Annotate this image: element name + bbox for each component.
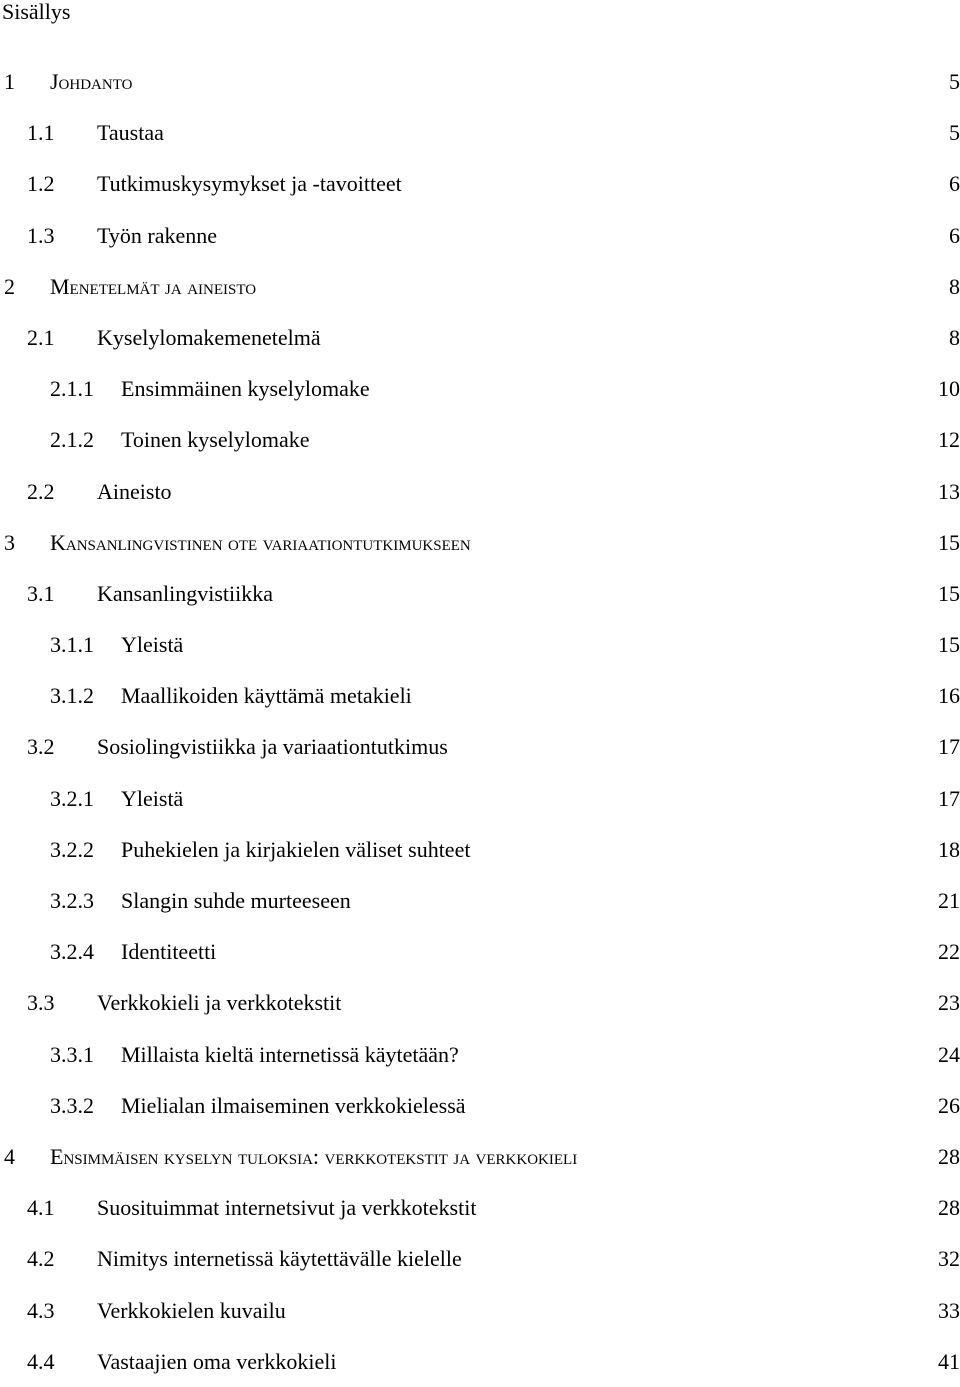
- toc-entry[interactable]: [0, 1233, 960, 1284]
- toc-entry-page-number: 15: [938, 580, 960, 606]
- toc-entry[interactable]: [0, 773, 960, 824]
- toc-entry-number: 4.2: [27, 1246, 55, 1272]
- toc-entry[interactable]: [0, 210, 960, 261]
- toc-entry-page-number: 21: [938, 888, 960, 913]
- toc-entry-title: Kansanlingvistiikka: [97, 580, 273, 606]
- toc-entry-title: Millaista kieltä internetissä käytetään?: [121, 1041, 459, 1067]
- toc-entry-page-number: 17: [938, 734, 960, 760]
- toc-entry-title: Ensimmäinen kyselylomake: [121, 376, 370, 402]
- toc-entry-page-number: 26: [938, 1092, 960, 1118]
- toc-entry-number: 3.1.1: [50, 632, 94, 658]
- toc-entry-number: 4.1: [27, 1195, 55, 1221]
- toc-entry-number: 3.2.1: [50, 785, 94, 811]
- toc-entry-page-number: 12: [938, 427, 960, 453]
- toc-entry-number: 2.1.2: [50, 427, 94, 453]
- toc-entry-title: Verkkokieli ja verkkotekstit: [97, 990, 342, 1016]
- toc-entry-title: Työn rakenne: [97, 222, 218, 248]
- toc-entry-number: 3.3.2: [50, 1092, 94, 1118]
- toc-entry-page-number: 28: [938, 1143, 960, 1169]
- toc-entry-number: 4: [4, 1143, 15, 1169]
- toc-entry[interactable]: [0, 670, 960, 721]
- toc-entry-page-number: 8: [949, 324, 960, 350]
- toc-entry-number: 1: [4, 69, 15, 94]
- toc-entry-page-number: 5: [949, 120, 960, 146]
- toc-entry-page-number: 23: [938, 990, 960, 1016]
- toc-entry-number: 1.3: [27, 222, 55, 248]
- toc-entry[interactable]: [0, 363, 960, 414]
- toc-entry-number: 1.1: [27, 120, 55, 146]
- toc-entry-title: Yleistä: [121, 632, 184, 658]
- toc-entry-page-number: 5: [949, 69, 960, 94]
- toc-entry-title: Sosiolingvistiikka ja variaationtutkimus: [97, 734, 448, 760]
- toc-entry[interactable]: [0, 721, 960, 772]
- toc-entry-title: Mielialan ilmaiseminen verkkokielessä: [121, 1092, 466, 1118]
- toc-entry[interactable]: [0, 1336, 960, 1387]
- toc-entry-page-number: 16: [938, 683, 960, 709]
- toc-entry-title: Identiteetti: [121, 939, 217, 965]
- toc-entry-title: Kyselylomakemenetelmä: [97, 324, 321, 350]
- toc-entry-number: 2.1: [27, 324, 55, 350]
- toc-entry[interactable]: [0, 1131, 960, 1182]
- toc-entry-title: Kansanlingvistinen ote variaationtutkimukseen: [50, 529, 471, 555]
- toc-entry-number: 3.1.2: [50, 683, 94, 709]
- toc-entry-number: 2.1.1: [50, 376, 94, 402]
- toc-entry-number: 1.2: [27, 171, 55, 197]
- toc-entry-page-number: 24: [938, 1041, 960, 1067]
- toc-entry[interactable]: [0, 56, 960, 107]
- toc-entry[interactable]: [0, 1182, 960, 1233]
- toc-entry[interactable]: [0, 926, 960, 977]
- toc-entry-page-number: 15: [938, 632, 960, 658]
- toc-entry-title: Yleistä: [121, 785, 184, 811]
- toc-entry-page-number: 28: [938, 1195, 960, 1221]
- toc-entry[interactable]: [0, 875, 960, 926]
- toc-entry-number: 3.1: [27, 580, 55, 606]
- toc-entry[interactable]: [0, 466, 960, 517]
- toc-entry-title: Johdanto: [50, 69, 133, 94]
- toc-entry-page-number: 15: [938, 529, 960, 555]
- toc-entry-title: Ensimmäisen kyselyn tuloksia: verkkotekstit ja verkkokieli: [50, 1143, 578, 1169]
- toc-entry-number: 3.2.2: [50, 836, 94, 862]
- toc-entry-number: 4.3: [27, 1297, 55, 1323]
- toc-entry[interactable]: [0, 312, 960, 363]
- toc-entry-title: Toinen kyselylomake: [121, 427, 310, 453]
- toc-entry-title: Aineisto: [97, 478, 172, 504]
- toc-entry-title: Nimitys internetissä käytettävälle kielelle: [97, 1246, 462, 1272]
- toc-entry-number: 3.3.1: [50, 1041, 94, 1067]
- toc-entry[interactable]: [0, 517, 960, 568]
- toc-entry-title: Vastaajien oma verkkokieli: [97, 1348, 337, 1374]
- toc-entry-page-number: 17: [938, 785, 960, 811]
- toc-entry-page-number: 33: [938, 1297, 960, 1323]
- toc-entry-number: 3.2: [27, 734, 55, 760]
- toc-entry-page-number: 18: [938, 836, 960, 862]
- toc-entry-title: Menetelmät ja aineisto: [50, 273, 257, 299]
- toc-entry-number: 3.3: [27, 990, 55, 1016]
- toc-entry-page-number: 41: [938, 1348, 960, 1374]
- toc-entry-title: Suosituimmat internetsivut ja verkkotekstit: [97, 1195, 477, 1221]
- toc-entry[interactable]: [0, 261, 960, 312]
- toc-entry[interactable]: [0, 1029, 960, 1080]
- toc-entry-number: 2: [4, 273, 15, 299]
- toc-entry-number: 3.2.4: [50, 939, 94, 965]
- page-title: Sisällys: [2, 0, 71, 24]
- toc-entry[interactable]: [0, 568, 960, 619]
- toc-entry-page-number: 32: [938, 1246, 960, 1272]
- toc-entry[interactable]: [0, 107, 960, 158]
- toc-entry-title: Maallikoiden käyttämä metakieli: [121, 683, 412, 709]
- toc-entry-title: Taustaa: [97, 120, 164, 146]
- toc-entry-title: Slangin suhde murteeseen: [121, 888, 351, 913]
- toc-entry[interactable]: [0, 1285, 960, 1336]
- toc-entry-page-number: 13: [938, 478, 960, 504]
- toc-entry-page-number: 22: [938, 939, 960, 965]
- toc-entry[interactable]: [0, 824, 960, 875]
- toc-entry-page-number: 10: [938, 376, 960, 402]
- toc-entry-title: Puhekielen ja kirjakielen väliset suhteet: [121, 836, 471, 862]
- toc-entry-page-number: 8: [949, 273, 960, 299]
- table-of-contents: [0, 56, 960, 1387]
- toc-entry[interactable]: [0, 414, 960, 465]
- toc-entry-title: Verkkokielen kuvailu: [97, 1297, 286, 1323]
- toc-entry-title: Tutkimuskysymykset ja -tavoitteet: [97, 171, 402, 197]
- toc-entry-number: 3.2.3: [50, 888, 94, 913]
- toc-entry-page-number: 6: [949, 171, 960, 197]
- toc-entry-number: 3: [4, 529, 15, 555]
- toc-entry-page-number: 6: [949, 222, 960, 248]
- toc-entry[interactable]: [0, 1080, 960, 1131]
- toc-entry-number: 4.4: [27, 1348, 55, 1374]
- toc-entry-number: 2.2: [27, 478, 55, 504]
- toc-entry[interactable]: [0, 977, 960, 1028]
- toc-entry[interactable]: [0, 158, 960, 209]
- toc-entry[interactable]: [0, 619, 960, 670]
